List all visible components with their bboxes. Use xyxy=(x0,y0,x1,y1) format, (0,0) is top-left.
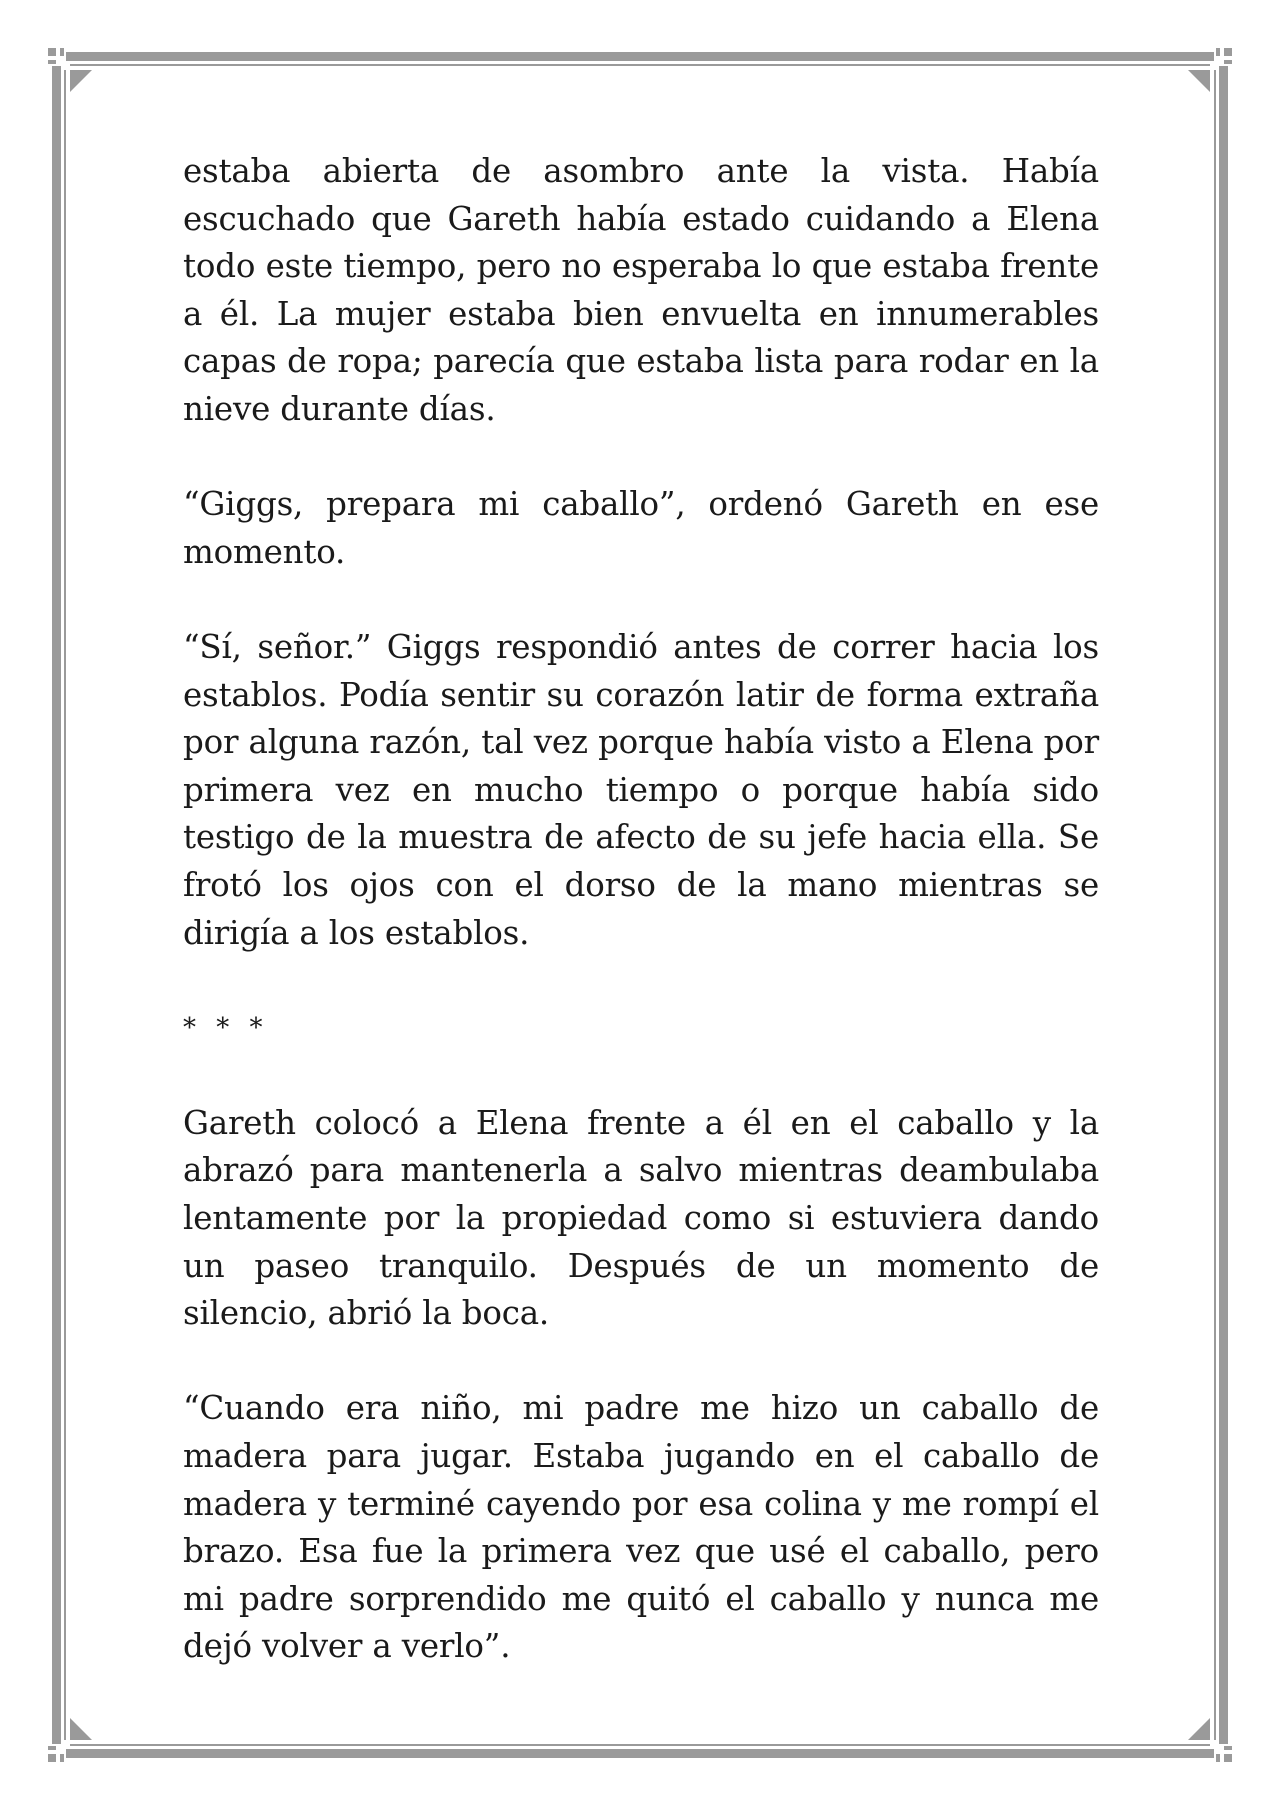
page-body xyxy=(183,148,1099,1719)
paragraph-3: “Sí, señor.” Giggs respondió antes de correr hacia los establos. Podía sentir su corazón latir de forma extraña por alguna razón, tal vez porque había visto a Elena por primera vez en mucho tiempo o porque había sido testigo de la muestra de afecto de su jefe hacia ella. Se frotó los ojos con el dorso de la mano mientras se dirigía a los establos. xyxy=(183,627,1099,952)
paragraph-4: Gareth colocó a Elena frente a él en el caballo y la abrazó para mantenerla a salvo mientras deambulaba lentamente por la propiedad como si estuviera dando un paseo tranquilo. Después de un momento de silencio, abrió la boca. xyxy=(183,1103,1099,1333)
scene-separator: * * * xyxy=(183,1012,269,1043)
paragraph-2: “Giggs, prepara mi caballo”, ordenó Gareth en ese momento. xyxy=(183,485,1099,571)
paragraph-1: estaba abierta de asombro ante la vista. Había escuchado que Gareth había estado cuidando a Elena todo este tiempo, pero no esperaba lo que estaba frente a él. La mujer estaba bien envuelta en innumerables capas de ropa; parecía que estaba lista para rodar en la nieve durante días. xyxy=(183,152,1099,428)
paragraph-5: “Cuando era niño, mi padre me hizo un caballo de madera para jugar. Estaba jugando en el caballo de madera y terminé cayendo por esa colina y me rompí el brazo. Esa fue la primera vez que usé el caballo, pero mi padre sorprendido me quitó el caballo y nunca me dejó volver a verlo”. xyxy=(183,1389,1099,1666)
